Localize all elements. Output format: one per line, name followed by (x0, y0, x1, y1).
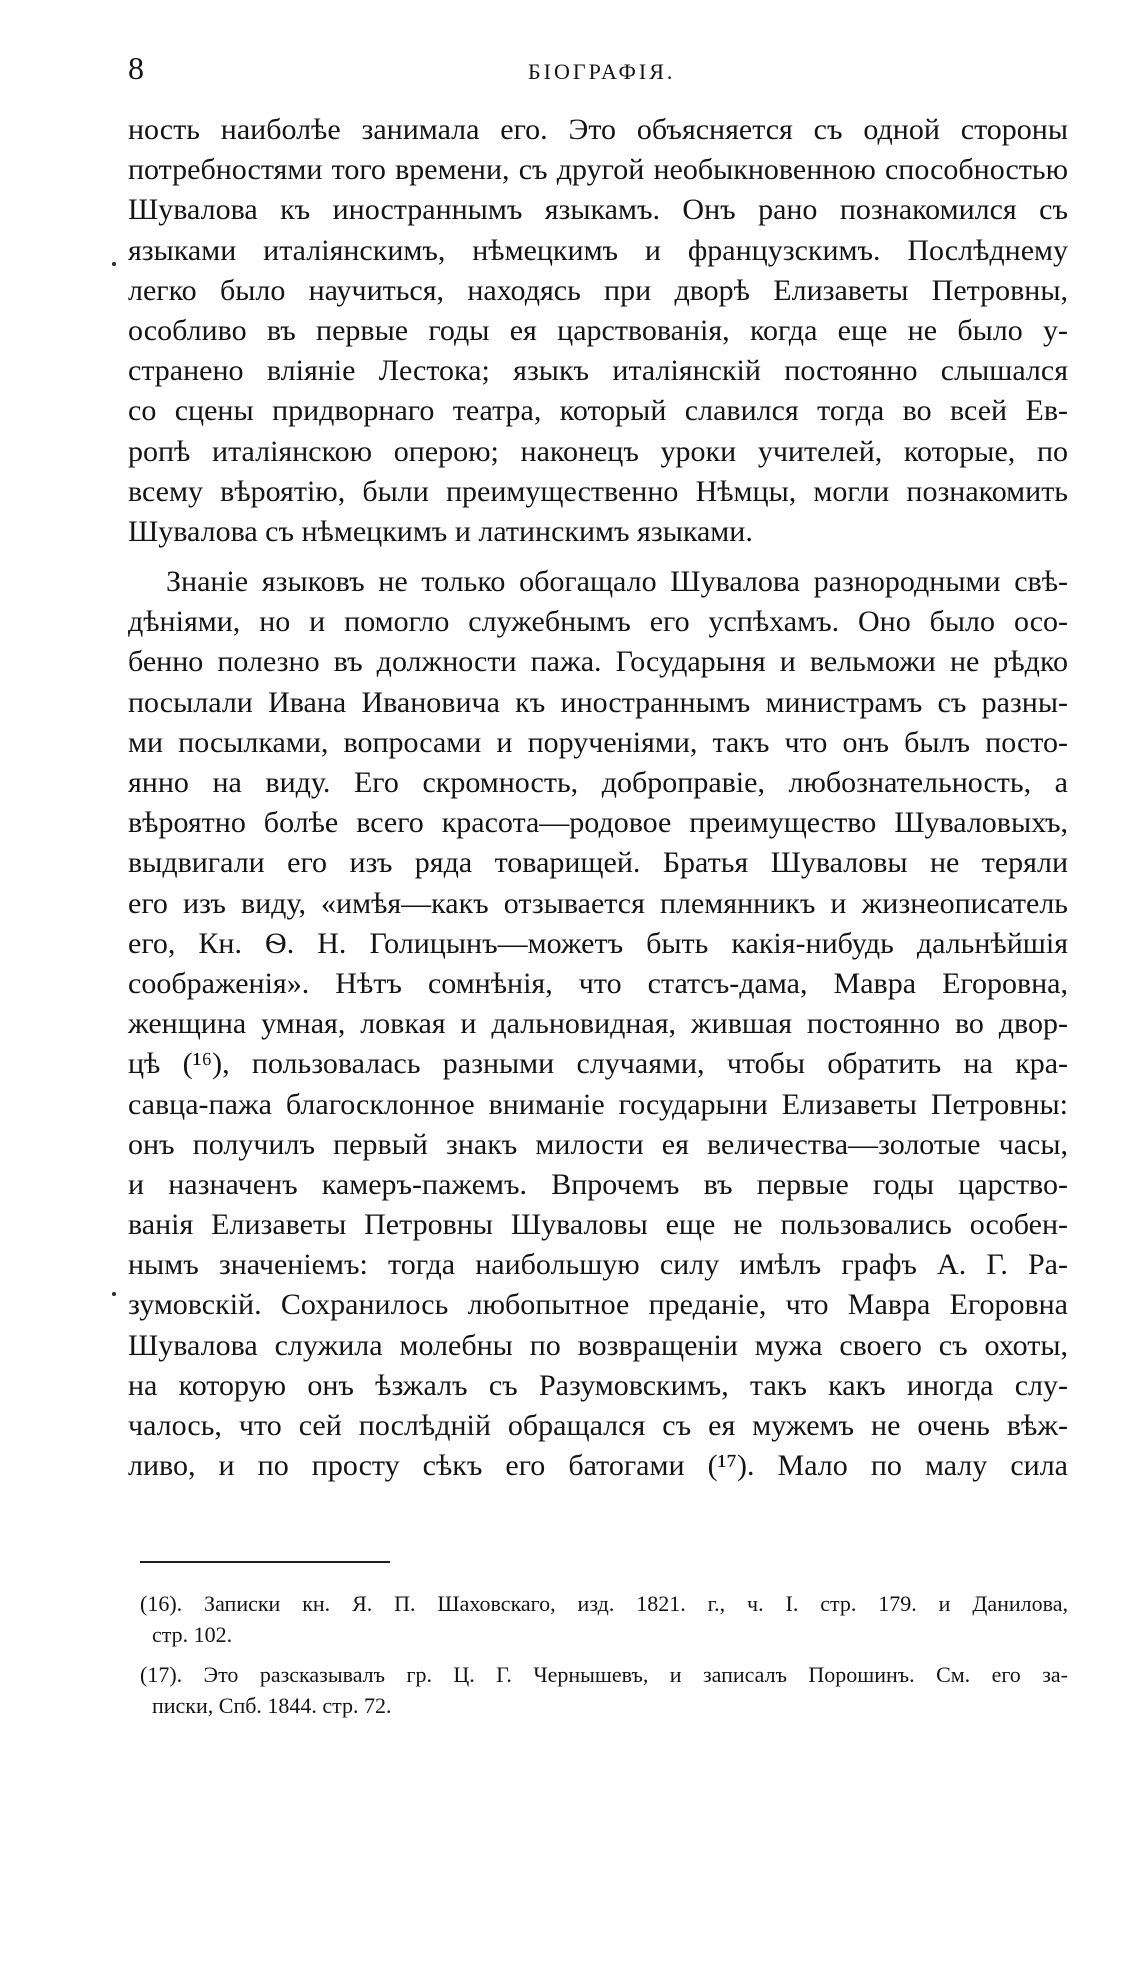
footnote (140, 1588, 1068, 1650)
text-line: Шувалова къ иностраннымъ языкамъ. Онъ рано познакомился съ (128, 193, 1068, 227)
text-line: Знаніе языковъ не только обогащало Шувалова разнородными свѣ- (166, 565, 1068, 599)
text-line: потребностями того времени, съ другой необыкновенною способностью (128, 153, 1068, 187)
text-line: посылали Ивана Ивановича къ иностраннымъ министрамъ съ разны- (128, 685, 1068, 719)
text-line: ливо, и по просту сѣкъ его батогами (¹⁷). Мало по малу сила (128, 1449, 1068, 1483)
print-speck (112, 1292, 116, 1296)
text-line: ность наиболѣе занимала его. Это объясняется съ одной стороны (128, 113, 1068, 146)
footnote (140, 1659, 1068, 1721)
text-line: бенно полезно въ должности пажа. Государыня и вельможи не рѣдко (128, 645, 1068, 679)
text-line: Шувалова съ нѣмецкимъ и латинскимъ языками. (128, 514, 753, 548)
text-line: женщина умная, ловкая и дальновидная, жившая постоянно во двор- (128, 1007, 1068, 1041)
running-title: БІОГРАФІЯ. (528, 59, 676, 84)
paragraph (128, 562, 1068, 1486)
text-line: всему вѣроятію, были преимущественно Нѣмцы, могли познакомить (128, 474, 1068, 508)
text-line: языками италіянскимъ, нѣмецкимъ и французскимъ. Послѣднему (128, 233, 1068, 267)
text-line: странено вліяніе Лестока; языкъ италіянскій постоянно слышался (128, 354, 1068, 388)
footnote-line: писки, Спб. 1844. стр. 72. (152, 1693, 392, 1718)
text-line: ропѣ италіянскою оперою; наконецъ уроки учителей, которые, по (128, 434, 1068, 468)
text-line: дѣніями, но и помогло служебнымъ его успѣхамъ. Оно было осо- (128, 605, 1068, 639)
text-line: вѣроятно болѣе всего красота—родовое преимущество Шуваловыхъ, (128, 806, 1068, 840)
text-line: его изъ виду, «имѣя—какъ отзывается племянникъ и жизнеописатель (128, 886, 1068, 920)
body-text (128, 110, 1068, 1488)
footnote-line: (17). Это разсказывалъ гр. Ц. Г. Чернышевъ, и записалъ Порошинъ. См. его за- (140, 1662, 1068, 1687)
text-line: соображенія». Нѣтъ сомнѣнія, что статсъ-дама, Мавра Егоровна, (128, 966, 1068, 1000)
text-line: на которую онъ ѣзжалъ съ Разумовскимъ, такъ какъ иногда слу- (128, 1368, 1068, 1402)
text-line: янно на виду. Его скромность, доброправіе, любознательность, а (128, 766, 1068, 799)
text-line: нымъ значеніемъ: тогда наибольшую силу имѣлъ графъ А. Г. Ра- (128, 1248, 1068, 1282)
footnotes (140, 1588, 1068, 1730)
text-line: ми посылками, вопросами и порученіями, такъ что онъ былъ посто- (128, 725, 1068, 759)
paragraph (128, 110, 1068, 552)
footnote-separator (140, 1561, 390, 1563)
print-speck (112, 262, 116, 266)
footnote-line: (16). Записки кн. Я. П. Шаховскаго, изд. 1821. г., ч. I. стр. 179. и Данилова, (140, 1591, 1068, 1616)
text-line: Шувалова служила молебны по возвращеніи мужа своего съ охоты, (128, 1328, 1068, 1362)
text-line: чалось, что сей послѣдній обращался съ ея мужемъ не очень вѣж- (128, 1409, 1068, 1442)
text-line: выдвигали его изъ ряда товарищей. Братья Шуваловы не теряли (128, 846, 1068, 880)
text-line: его, Кн. Ѳ. Н. Голицынъ—можетъ быть какія-нибудь дальнѣйшія (128, 926, 1068, 960)
text-line: со сцены придворнаго театра, который славился тогда во всей Ев- (128, 394, 1068, 428)
text-line: цѣ (¹⁶), пользовалась разными случаями, чтобы обратить на кра- (128, 1047, 1068, 1081)
page-number: 8 (128, 50, 144, 86)
text-line: онъ получилъ первый знакъ милости ея величества—золотые часы, (128, 1127, 1068, 1161)
text-line: особливо въ первые годы ея царствованія, когда еще не было у- (128, 313, 1068, 347)
text-line: ванія Елизаветы Петровны Шуваловы еще не пользовались особен- (128, 1208, 1068, 1242)
text-line: савца-пажа благосклонное вниманіе государыни Елизаветы Петровны: (128, 1087, 1068, 1121)
text-line: легко было научиться, находясь при дворѣ Елизаветы Петровны, (128, 273, 1068, 307)
text-line: зумовскій. Сохранилось любопытное преданіе, что Мавра Егоровна (128, 1288, 1068, 1322)
footnote-line: стр. 102. (152, 1622, 233, 1647)
text-line: и назначенъ камеръ-пажемъ. Впрочемъ въ первые годы царство- (128, 1167, 1068, 1201)
